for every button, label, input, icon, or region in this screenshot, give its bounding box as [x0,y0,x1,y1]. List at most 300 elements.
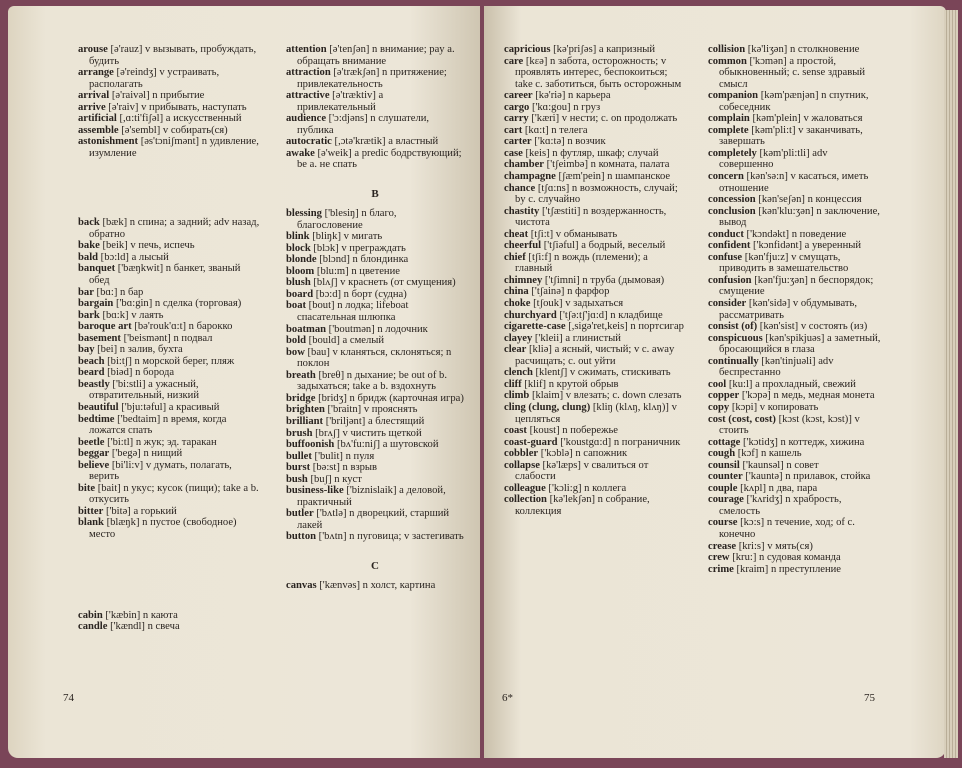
definition: [ə'tenʃən] n внимание; pay a. обращать внимание [297,44,455,67]
dictionary-entry [286,393,464,405]
definition: [kə'læps] v свалиться от слабости [515,459,649,483]
definition: [ə'sembl] v собирать(ся) [118,124,228,136]
dictionary-entry [78,356,260,368]
definition: ['kɔmən] a простой, обыкновенный; c. sense здравый смысл [719,55,866,90]
headword: believe [78,459,110,471]
headword: conduct [708,228,744,240]
dictionary-entry [504,460,686,483]
signature-mark: 6* [502,692,513,704]
headword: block [286,242,311,254]
definition: [ə'trækʃən] n притяжение; привлекательность [297,67,447,90]
headword: crew [708,552,730,564]
definition: [kə'lekʃən] n собрание, коллекция [515,494,650,517]
definition: [kən'fju:z] v смущать, приводить в замешательство [719,251,849,275]
dictionary-entry [78,379,260,402]
definition: ['kæri] v нести; c. on продолжать [528,113,678,125]
headword: copy [708,401,730,413]
section-spacer [78,159,260,217]
dictionary-entry [504,102,686,114]
definition: [bout] n лодка; lifeboat спасательная шлюпка [297,300,409,324]
definition: [bridʒ] n бридж (карточная игра) [315,392,464,404]
headword: bedtime [78,413,115,425]
definition: ['kɔli:g] n коллега [545,482,627,494]
definition: [bə'rouk'ɑ:t] n барокко [131,321,233,333]
headword: bake [78,240,100,252]
dictionary-entry [504,344,686,367]
headword: clayey [504,332,533,344]
dictionary-entry [78,113,260,125]
dictionary-entry [708,333,884,356]
headword: canvas [286,580,317,592]
dictionary-entry [708,194,884,206]
dictionary-entry [78,287,260,299]
headword: complete [708,124,749,136]
headword: case [504,147,523,159]
dictionary-entry [504,252,686,275]
dictionary-entry [286,148,464,171]
dictionary-entry [78,333,260,345]
dictionary-entry [504,448,686,460]
headword: cabin [78,609,103,621]
left-page [8,6,480,758]
headword: courage [708,494,744,506]
dictionary-entry [78,321,260,333]
headword: common [708,55,747,67]
dictionary-entry [286,439,464,451]
headword: attraction [286,67,331,79]
dictionary-entry [504,171,686,183]
definition: [kən'fju:ʒən] n беспорядок; смущение [719,274,874,298]
definition: [kɔpi] v копировать [729,401,819,413]
definition: [ku:l] a прохладный, свежий [726,378,856,390]
headword: blush [286,277,311,289]
definition: [ə'rauz] v вызывать, пробуждать, будить [89,44,257,67]
definition: [kəm'pænjən] n спутник, собеседник [719,90,869,113]
headword: candle [78,621,108,633]
definition: [kən'sə:n] v касаться, иметь отношение [719,171,869,194]
definition: [ə'raivəl] n прибытие [109,90,205,102]
dictionary-entry [708,275,884,298]
headword: artificial [78,113,117,125]
dictionary-entry [708,541,884,553]
definition: [kə'riə] n карьера [532,90,611,102]
definition: ['tʃiəful] a бодрый, веселый [541,240,666,252]
dictionary-entry [78,298,260,310]
dictionary-entry [708,56,884,91]
headword: conclusion [708,205,756,217]
headword: baroque art [78,321,132,333]
headword: arouse [78,44,108,55]
definition: ['kauntə] n прилавок, стойка [742,471,871,483]
dictionary-entry [504,240,686,252]
headword: confuse [708,251,743,263]
definition: ['kændl] n свеча [107,621,180,633]
headword: burst [286,462,311,474]
dictionary-entry [78,610,260,622]
definition: ['tʃimni] n труба (дымовая) [542,274,665,286]
definition: ['tʃainə] n фарфор [528,286,610,298]
headword: bald [78,251,99,263]
headword: assemble [78,124,119,136]
dictionary-entry [708,471,884,483]
dictionary-entry [78,483,260,506]
headword: completely [708,147,757,159]
headword: beach [78,355,105,367]
dictionary-entry [78,136,260,159]
definition: ['kleii] a глинистый [532,332,621,344]
dictionary-entry [504,494,686,517]
definition: [bɑ:] n бар [93,286,144,298]
definition: [bi:tʃ] n морской берег, пляж [104,355,235,367]
definition: [tʃouk] v задыхаться [530,298,624,310]
definition: ['koustgɑ:d] n пограничник [557,436,681,448]
headword: china [504,286,529,298]
headword: collection [504,494,547,506]
dictionary-entry [504,379,686,391]
definition: [kən'spikjuəs] a заметный, бросающийся в глаза [719,332,881,356]
dictionary-entry [708,460,884,472]
dictionary-entry [708,483,884,495]
headword: clench [504,367,533,379]
definition: [brʌʃ] v чистить щеткой [312,427,422,439]
headword: care [504,55,524,67]
dictionary-entry [504,425,686,437]
headword: boat [286,300,307,312]
headword: confusion [708,274,752,286]
dictionary-entry [78,217,260,240]
headword: beautiful [78,401,119,413]
definition: [tʃɑ:ns] n возможность, случай; by c. случайно [515,182,678,206]
book-page-edges [944,10,958,758]
dictionary-entry [286,451,464,463]
definition: [,ɔtə'krætik] a властный [331,136,439,148]
headword: cheat [504,228,529,240]
definition: ['bʌtlə] n дворецкий, старший лакей [297,508,450,531]
headword: arrange [78,67,114,79]
dictionary-entry [708,448,884,460]
dictionary-entry [286,428,464,440]
definition: [kɔ:s] n течение, ход; of c. конечно [719,517,855,540]
definition: [,sigə'ret,keis] n портсигар [565,321,684,333]
definition: ['bɑ:gin] n сделка (торговая) [113,298,242,310]
headword: beard [78,367,105,379]
dictionary-entry [708,564,884,576]
dictionary-entry [286,136,464,148]
dictionary-entry [286,485,464,508]
dictionary-entry [504,286,686,298]
definition: ['kænvəs] n холст, картина [316,580,436,592]
definition: [kliə] a ясный, чистый; v c. away расчищать; c. out уйти [515,344,675,367]
definition: [beik] v печь, испечь [99,240,195,252]
headword: bay [78,344,95,356]
definition: [ə'raiv] v прибывать, наступать [105,101,247,113]
dictionary-entry [708,229,884,241]
definition: ['boutmən] n лодочник [326,323,428,335]
definition: ['kɔndəkt] n поведение [743,228,847,240]
headword: cigarette-case [504,321,566,333]
section-spacer [78,541,260,610]
headword: bark [78,309,100,321]
headword: blessing [286,208,322,220]
dictionary-entry [708,240,884,252]
definition: [kliŋ (klʌŋ, klʌŋ)] v цепляться [515,401,677,425]
headword: collision [708,44,746,55]
definition: [bei] n залив, бухта [94,344,183,356]
dictionary-entry [286,508,464,531]
definition: [kəm'plein] v жаловаться [749,113,863,125]
dictionary-entry [504,56,686,91]
headword: continually [708,355,759,367]
dictionary-entry [708,252,884,275]
headword: colleague [504,482,546,494]
headword: bloom [286,265,315,277]
dictionary-entry [708,390,884,402]
headword: button [286,531,317,543]
definition: [koust] n побережье [526,425,618,437]
definition: [klif] n крутой обрыв [521,378,619,390]
section-letter: B [371,187,379,200]
headword: companion [708,90,759,102]
definition: [klaim] v влезать; c. down слезать [529,390,682,402]
definition: [kraim] n преступление [733,563,842,575]
definition: [kri:s] v мять(ся) [736,540,813,552]
headword: cool [708,378,727,390]
section-letter: C [371,559,379,572]
headword: beetle [78,436,105,448]
definition: ['kɔtidʒ] n коттедж, хижина [740,436,865,448]
definition: [bɑ:k] v лаять [99,309,164,321]
headword: brighten [286,404,325,416]
headword: concession [708,194,756,206]
definition: ['bʌtn] n пуговица; v застегивать [316,531,464,543]
definition: [bæk] n спина; a задний; adv назад, обратно [89,217,260,240]
dictionary-entry [78,506,260,518]
dictionary-entry [708,414,884,437]
headword: blink [286,231,310,243]
definition: [ə'weik] a predic бодрствующий; be a. не спать [297,147,462,171]
definition: [bliŋk] v мигать [309,231,383,243]
headword: consist (of) [708,321,758,333]
headword: consider [708,298,747,310]
definition: ['blesiŋ] n благо, благословение [297,208,397,231]
definition: [,ɑ:ti'fiʃəl] a искусственный [116,113,242,125]
headword: arrival [78,90,110,102]
headword: crease [708,540,737,552]
section-spacer [286,171,464,183]
headword: cliff [504,378,522,390]
dictionary-entry [78,90,260,102]
dictionary-entry [286,289,464,301]
dictionary-entry [78,263,260,286]
definition: ['kaunsəl] n совет [739,459,819,471]
definition: [keis] n футляр, шкаф; случай [522,147,659,159]
definition: [klentʃ] v сжимать, стискивать [532,367,671,379]
definition: [kə'liʒən] n столкновение [745,44,860,55]
dictionary-entry [286,208,464,231]
dictionary-entry [504,390,686,402]
definition: [bould] a смелый [306,335,385,347]
headword: awake [286,147,315,159]
dictionary-entry [708,206,884,229]
definition: [kɔst (kɔst, kɔst)] v стоить [719,413,860,437]
left-column-1 [78,44,260,633]
headword: banquet [78,263,116,275]
dictionary-entry [708,298,884,321]
headword: course [708,517,738,529]
right-column-1 [504,44,686,517]
dictionary-entry [286,531,464,543]
dictionary-entry [78,460,260,483]
definition: [kru:] n судовая команда [729,552,841,564]
headword: breath [286,369,316,381]
headword: clear [504,344,527,356]
headword: champagne [504,171,556,183]
dictionary-entry [78,344,260,356]
dictionary-entry [286,113,464,136]
dictionary-entry [708,552,884,564]
dictionary-entry [708,402,884,414]
definition: ['kɑ:tə] n возчик [531,136,606,148]
headword: chief [504,251,526,263]
dictionary-entry [708,437,884,449]
dictionary-entry [286,335,464,347]
dictionary-entry [286,462,464,474]
dictionary-entry [708,171,884,194]
right-column-2 [708,44,884,575]
definition: [blɔnd] n блондинка [316,254,409,266]
headword: carter [504,136,532,148]
headword: buffoonish [286,439,335,451]
definition: ['ɔ:djəns] n слушатели, публика [297,113,430,136]
headword: copper [708,390,740,402]
dictionary-entry [504,321,686,333]
dictionary-entry [504,298,686,310]
definition: [bə:st] n взрыв [310,462,378,474]
headword: choke [504,298,531,310]
dictionary-entry [708,148,884,171]
definition: [ə'reindʒ] v устраивать, располагать [89,67,220,90]
definition: [bɔ:ld] a лысый [98,251,169,263]
dictionary-entry [286,347,464,370]
dictionary-entry [286,277,464,289]
headword: cargo [504,101,530,113]
headword: confident [708,240,751,252]
headword: complain [708,113,750,125]
dictionary-entry [78,517,260,540]
page-number-left: 74 [63,692,74,704]
definition: ['bedtaim] n время, когда ложатся спать [89,413,227,437]
headword: astonishment [78,136,139,148]
headword: counsil [708,459,740,471]
dictionary-entry [504,113,686,125]
definition: [kən'tinjuəli] adv беспрестанно [719,355,834,379]
headword: butler [286,508,314,520]
headword: basement [78,332,121,344]
dictionary-entry [504,148,686,160]
dictionary-entry [78,402,260,414]
dictionary-entry [286,324,464,336]
headword: chance [504,182,536,194]
dictionary-entry [286,90,464,113]
headword: bullet [286,450,312,462]
headword: climb [504,390,530,402]
definition: ['kɔnfidənt] a уверенный [750,240,862,252]
dictionary-entry [708,494,884,517]
definition: [kɛə] n забота, осторожность; v проявлять интерес, беспокоиться; take c. заботиться, быть осторожным [515,55,682,90]
definition: [tʃi:f] n вождь (племени); a главный [515,251,648,275]
definition: [ə'træktiv] a привлекательный [297,90,384,113]
definition: ['bi:tl] n жук; эд. таракан [104,436,217,448]
definition: ['tʃæstiti] n воздержанность, чистота [515,205,667,229]
headword: business-like [286,485,344,497]
dictionary-entry [286,474,464,486]
headword: cling (clung, clung) [504,401,591,413]
dictionary-entry [504,159,686,171]
dictionary-entry [78,252,260,264]
definition: ['bju:təful] a красивый [118,401,220,413]
dictionary-entry [708,356,884,379]
headword: bush [286,473,308,485]
dictionary-entry [504,333,686,345]
headword: autocratic [286,136,332,148]
headword: cost (cost, cost) [708,413,776,425]
dictionary-entry [708,517,884,540]
headword: bite [78,482,96,494]
dictionary-entry [504,310,686,322]
headword: conspicuous [708,332,763,344]
headword: arrive [78,101,106,113]
dictionary-entry [504,44,686,56]
dictionary-entry [286,231,464,243]
definition: ['bæŋkwit] n банкет, званый обед [89,263,241,286]
definition: [bɔ:d] n борт (судна) [313,288,407,300]
headword: capricious [504,44,551,55]
dictionary-entry [504,183,686,206]
headword: bargain [78,298,114,310]
dictionary-entry [504,367,686,379]
headword: career [504,90,533,102]
headword: coast [504,425,527,437]
definition: ['bi:stli] a ужасный, отвратительный, низкий [89,378,200,402]
definition: [bʌ'fu:niʃ] a шутовской [334,439,439,451]
definition: [kən'seʃən] n концессия [755,194,862,206]
dictionary-entry [78,44,260,67]
definition: [əs'tɔniʃmənt] n удивление, изумление [89,136,259,159]
headword: coast-guard [504,436,558,448]
dictionary-entry [708,44,884,56]
dictionary-entry [78,67,260,90]
definition: ['kɑ:gou] n груз [529,101,601,113]
headword: bridge [286,392,316,404]
definition: [kɔf] n кашель [735,448,802,460]
headword: couple [708,482,738,494]
headword: audience [286,113,327,125]
dictionary-entry [286,370,464,393]
headword: attention [286,44,327,55]
definition: [kə'priʃəs] a капризный [550,44,656,55]
dictionary-entry [504,206,686,229]
headword: brilliant [286,415,324,427]
definition: [breθ] n дыхание; be out of b. задыхаться; take a b. вздохнуть [297,369,447,393]
dictionary-entry [286,300,464,323]
dictionary-entry [286,404,464,416]
definition: [bau] v кланяться, склоняться; n поклон [297,346,452,370]
definition: [kən'sist] v состоять (из) [757,321,868,333]
definition: ['bitə] a горький [103,505,177,517]
headword: chastity [504,205,540,217]
definition: ['tʃə:tʃ'jɑ:d] n кладбище [556,309,663,321]
definition: [biəd] n борода [104,367,175,379]
